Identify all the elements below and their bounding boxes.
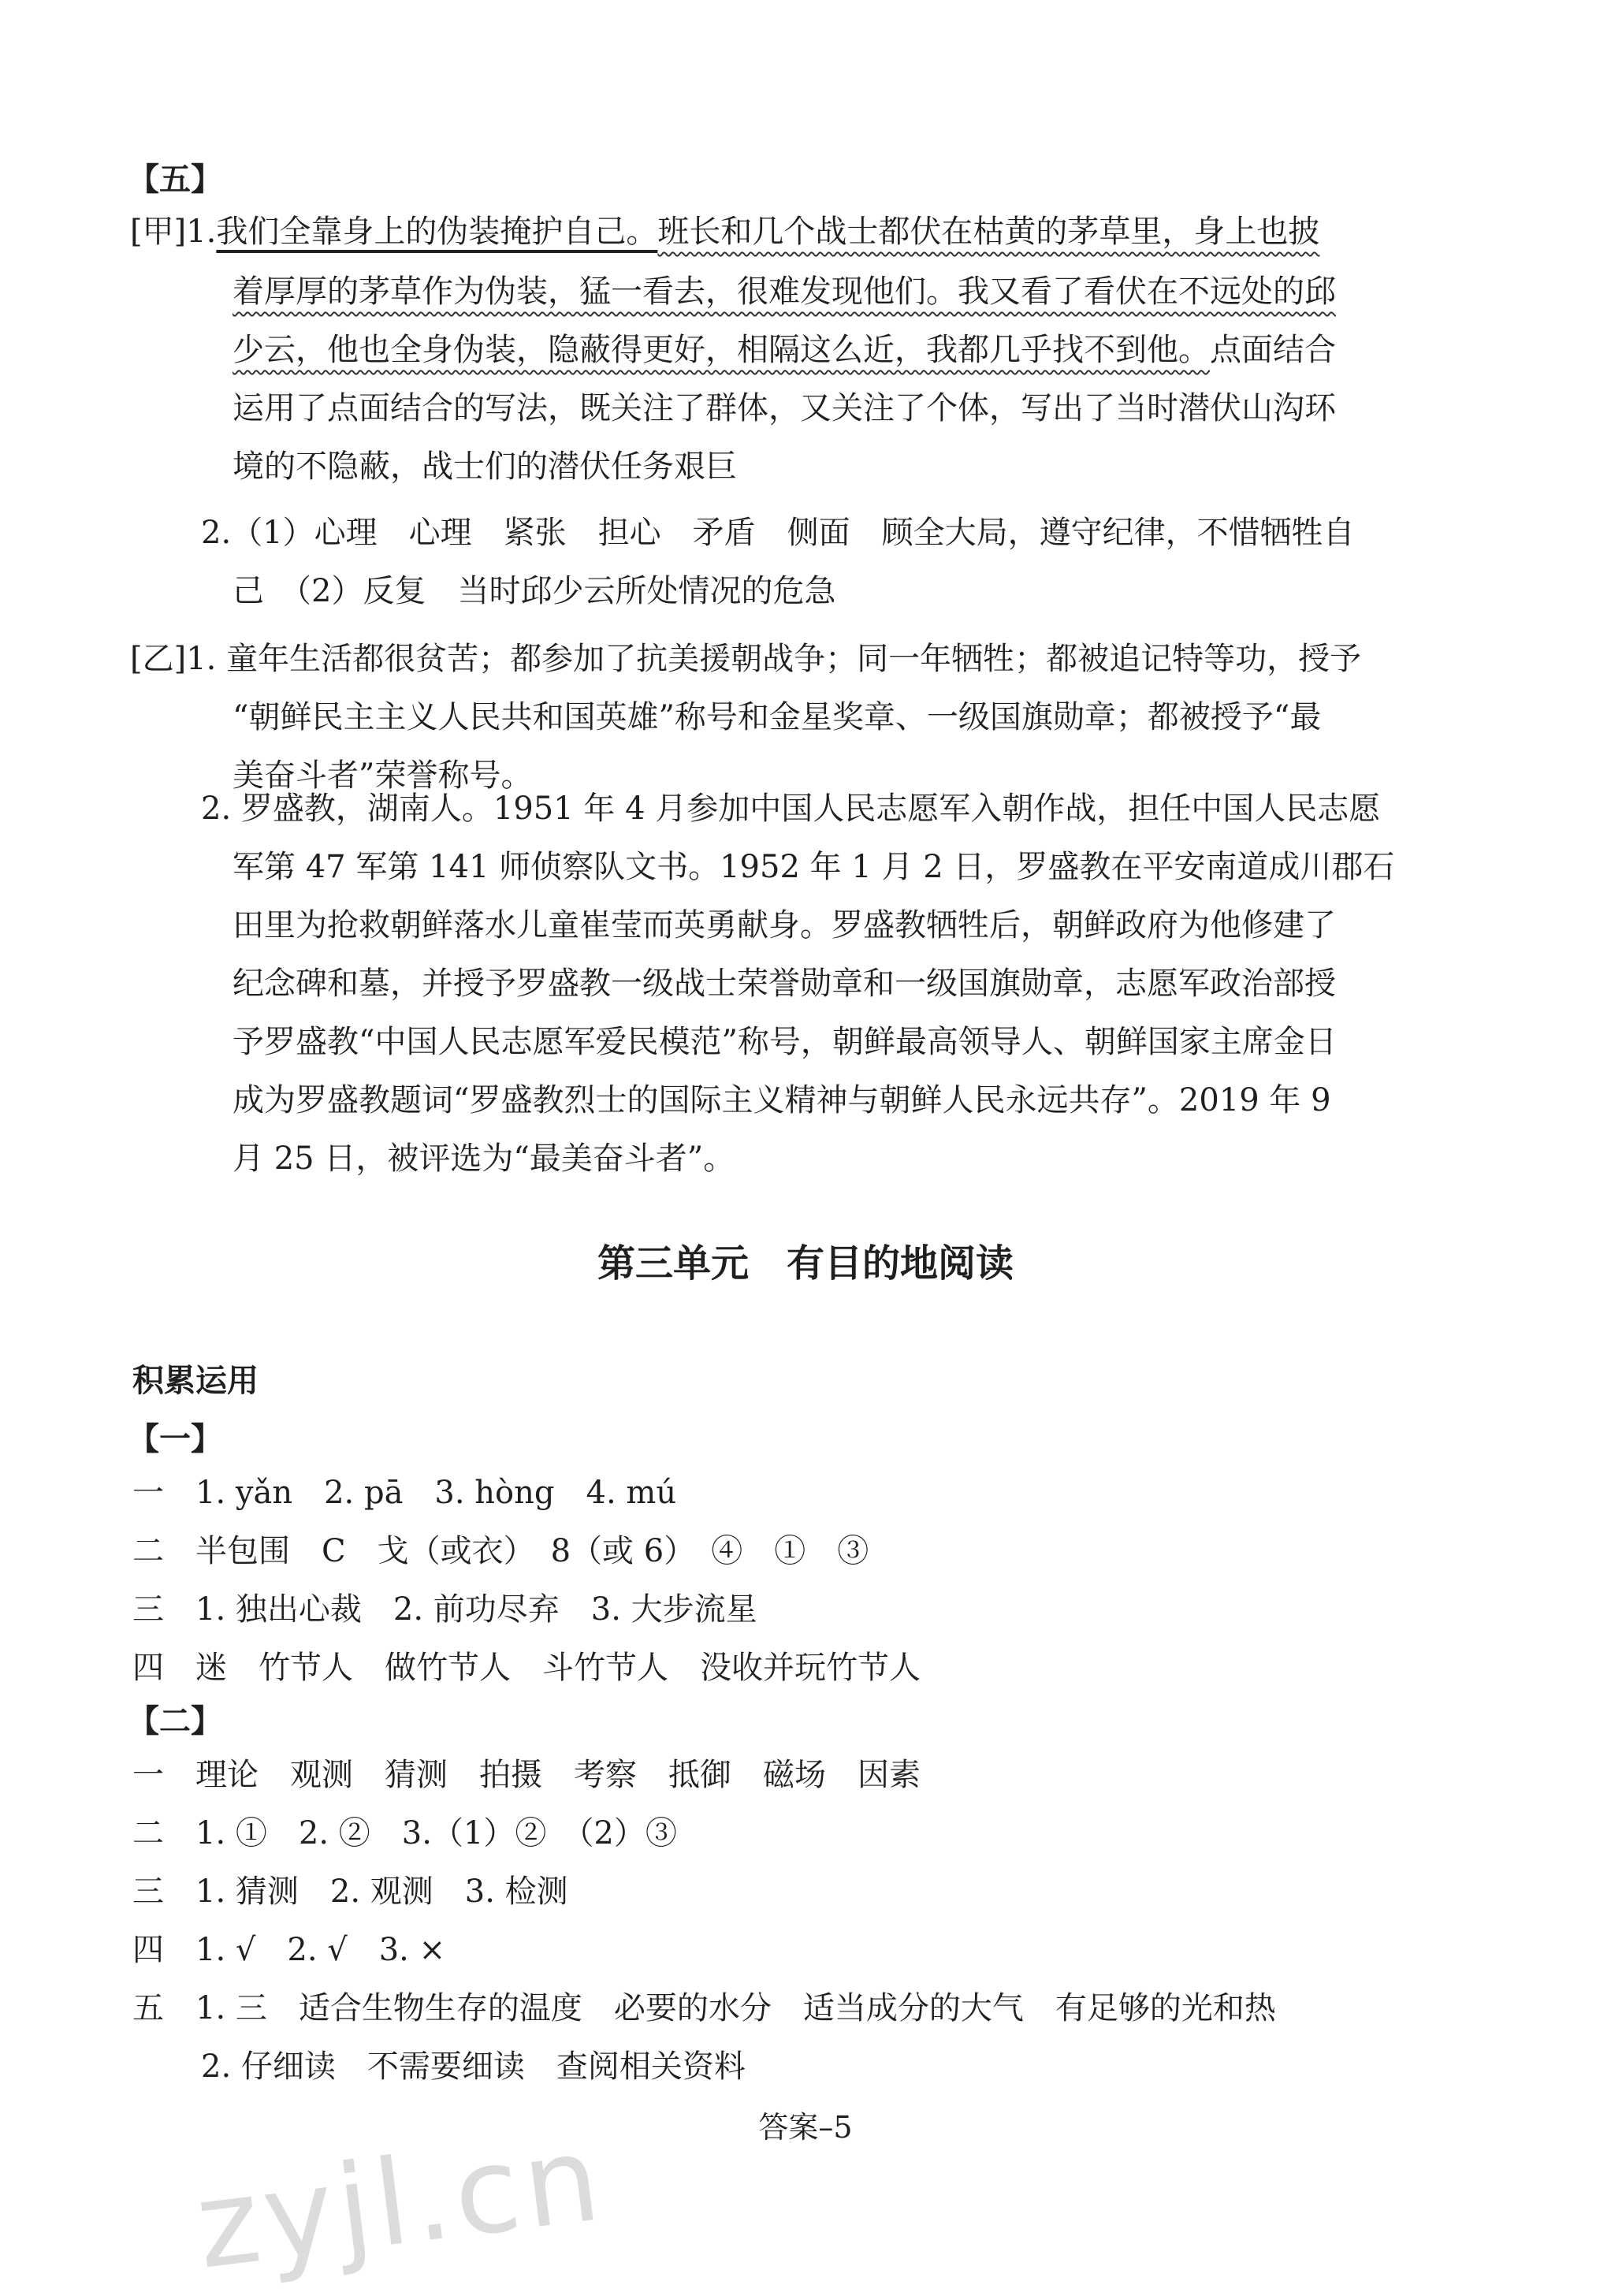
- jia-marker: [甲]: [130, 214, 187, 250]
- yi-q2-line-3: 田里为抢救朝鲜落水儿童崔莹而英勇献身。罗盛教牺牲后，朝鲜政府为他修建了: [233, 907, 1336, 943]
- unit-title: 第三单元 有目的地阅读: [597, 1241, 1014, 1286]
- part-two-row-4: 四 1. √ 2. √ 3. ×: [132, 1932, 446, 1968]
- part-two-heading: 【二】: [128, 1703, 222, 1740]
- part-one-row-3: 三 1. 独出心裁 2. 前功尽弃 3. 大步流星: [132, 1591, 757, 1628]
- jia-q1-underlined-sentence: 我们全靠身上的伪装掩护自己。: [216, 214, 658, 250]
- yi-marker: [乙]: [130, 641, 187, 677]
- part-two-row-6: 2. 仔细读 不需要细读 查阅相关资料: [201, 2049, 746, 2085]
- part-two-row-1: 一 理论 观测 猜测 拍摄 考察 抵御 磁场 因素: [132, 1757, 921, 1793]
- part-one-row-2: 二 半包围 C 戈（或衣） 8（或 6） ④ ① ③: [132, 1533, 869, 1569]
- jia-line-5: 境的不隐蔽，战士们的潜伏任务艰巨: [233, 448, 737, 485]
- part-one-heading: 【一】: [128, 1421, 222, 1457]
- jia-line-3: [233, 322, 1336, 378]
- yi-q1-line-2: “朝鲜民主主义人民共和国英雄”称号和金星奖章、一级国旗勋章；都被授予“最: [233, 699, 1322, 735]
- watermark-logo: zyjl.cn: [189, 2109, 612, 2296]
- page-number: 答案–5: [758, 2110, 853, 2145]
- yi-line-1: [130, 631, 1361, 687]
- section-five-heading: 【五】: [128, 162, 222, 198]
- part-one-row-4: 四 迷 竹节人 做竹节人 斗竹节人 没收并玩竹节人: [132, 1650, 921, 1686]
- jia-line-1: [130, 203, 1319, 260]
- jia-q1-number: 1.: [186, 214, 217, 250]
- jia-line-4: 运用了点面结合的写法，既关注了群体，又关注了个体，写出了当时潜伏山沟环: [233, 390, 1336, 426]
- yi-q2-line-6: 成为罗盛教题词“罗盛教烈士的国际主义精神与朝鲜人民永远共存”。2019 年 9: [233, 1082, 1331, 1118]
- jilei-heading: 积累运用: [132, 1363, 259, 1399]
- part-one-row-1: 一 1. yǎn 2. pā 3. hòng 4. mú: [132, 1475, 677, 1511]
- yi-q1-line-1: 1. 童年生活都很贫苦；都参加了抗美援朝战争；同一年牺牲；都被追记特等功，授予: [186, 641, 1362, 677]
- yi-q2-line-1: 2. 罗盛教，湖南人。1951 年 4 月参加中国人民志愿军入朝作战，担任中国人民志愿: [201, 791, 1381, 827]
- jia-q1-answer-tail: 点面结合: [1210, 332, 1336, 368]
- jia-q2-line-1: 2.（1）心理 心理 紧张 担心 矛盾 侧面 顾全大局，遵守纪律，不惜牺牲自: [201, 515, 1355, 551]
- jia-q1-wavy-sentence-3: 少云，他也全身伪装，隐蔽得更好，相隔这么近，我都几乎找不到他。: [233, 332, 1210, 368]
- yi-q2-line-4: 纪念碑和墓，并授予罗盛教一级战士荣誉勋章和一级国旗勋章，志愿军政治部授: [233, 966, 1336, 1002]
- yi-q2-line-2: 军第 47 军第 141 师侦察队文书。1952 年 1 月 2 日，罗盛教在平安南道成川郡石: [233, 849, 1395, 885]
- jia-q1-wavy-sentence-1: 班长和几个战士都伏在枯黄的茅草里，身上也披: [657, 214, 1320, 250]
- yi-q1-line-3: 美奋斗者”荣誉称号。: [233, 757, 533, 794]
- yi-q2-line-7: 月 25 日，被评选为“最美奋斗者”。: [233, 1141, 735, 1177]
- part-two-row-3: 三 1. 猜测 2. 观测 3. 检测: [132, 1874, 568, 1910]
- jia-q2-line-2: 己 （2）反复 当时邱少云所处情况的危急: [233, 573, 836, 609]
- part-two-row-2: 二 1. ① 2. ② 3.（1）② （2）③: [132, 1815, 677, 1851]
- jia-line-2: 着厚厚的茅草作为伪装，猛一看去，很难发现他们。我又看了看伏在不远处的邱: [233, 274, 1336, 310]
- yi-q2-line-5: 予罗盛教“中国人民志愿军爱民模范”称号，朝鲜最高领导人、朝鲜国家主席金日: [233, 1024, 1337, 1060]
- part-two-row-5: 五 1. 三 适合生物生存的温度 必要的水分 适当成分的大气 有足够的光和热: [132, 1990, 1276, 2026]
